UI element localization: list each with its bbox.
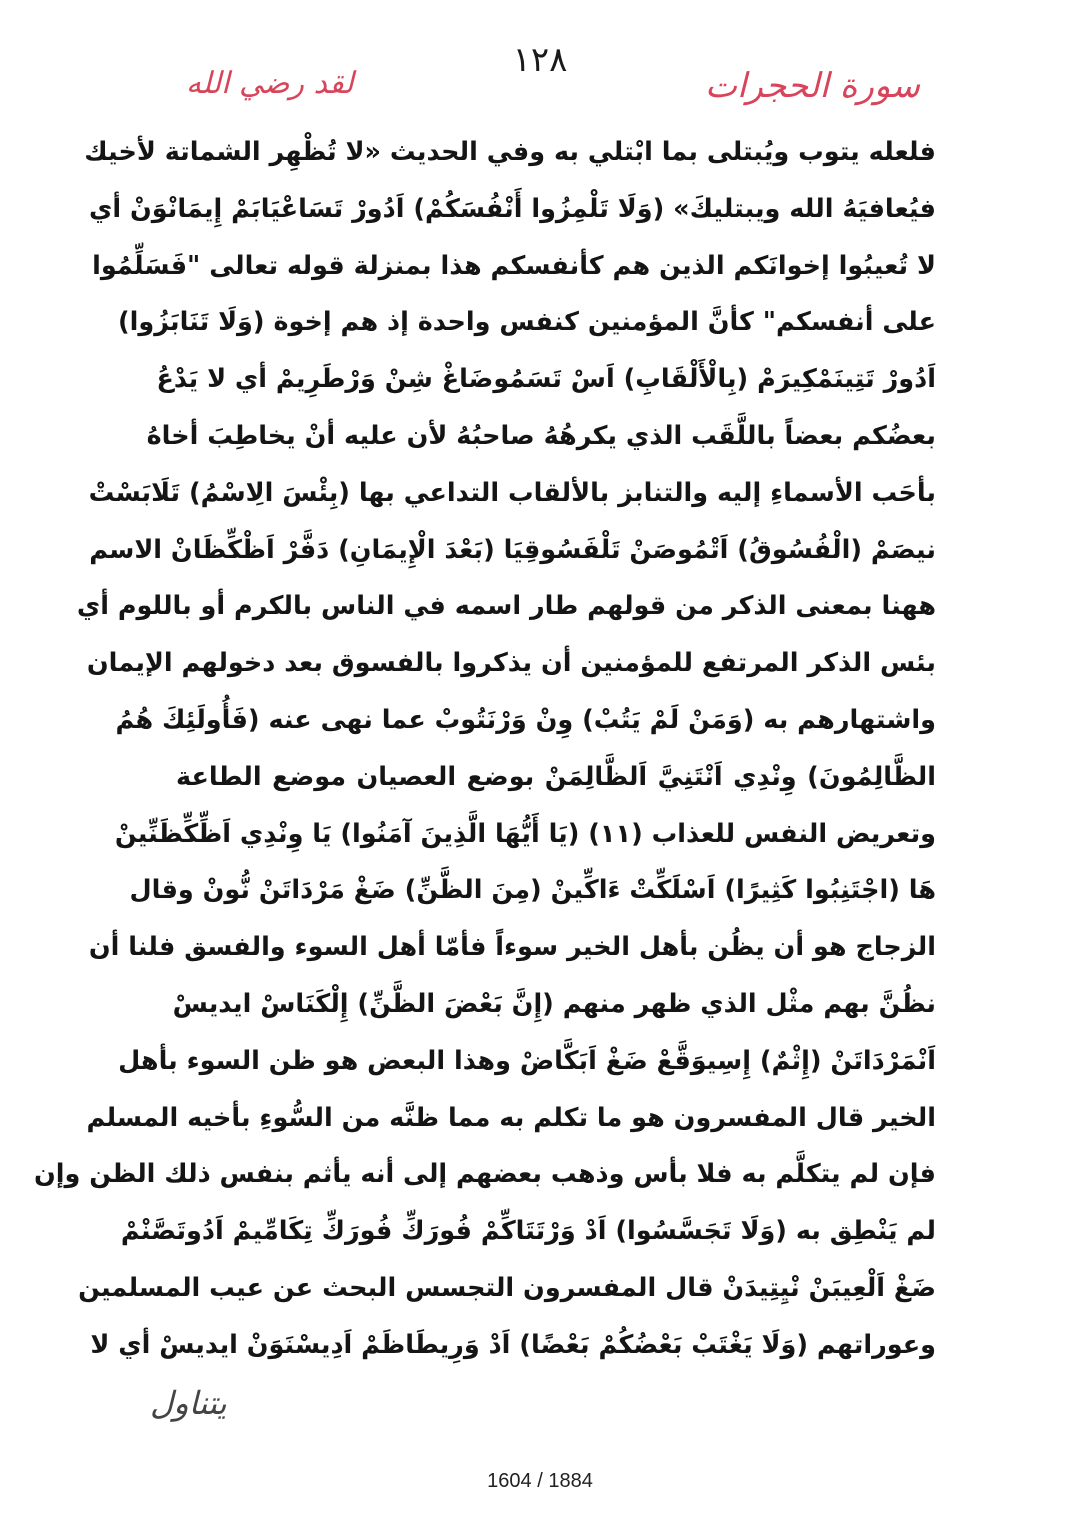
text-line: فيُعافيَهُ الله ويبتليكَ» (وَلَا تَلْمِزُوا أَنْفُسَكُمْ) اَدُورْ تَسَاعْيَابَمْ إِيمَانْوَنْ أي [89, 193, 936, 224]
text-line: لا تُعيبُوا إخوانَكم الذين هم كأنفسكم هذا بمنزلة قوله تعالى "فَسَلِّمُوا [92, 250, 936, 281]
text-line: واشتهارهم به (وَمَنْ لَمْ يَتُبْ) وِنْ وَرْنَتُوبْ عما نهى عنه (فَأُولَئِكَ هُمُ [115, 704, 936, 735]
text-line: بعضُكم بعضاً باللَّقَب الذي يكرهُهُ صاحبُهُ لأن عليه أنْ يخاطِبَ أخاهُ [146, 420, 936, 451]
page-number: ١٢٨ [512, 40, 568, 80]
text-line: الخير قال المفسرون هو ما تكلم به مما ظنَّه من السُّوءِ بأخيه المسلم [86, 1102, 936, 1133]
text-line: لم يَنْطِق به (وَلَا تَجَسَّسُوا) اَدْ وَرْتَتَاكِّمْ فُورَكِّ فُورَكِّ تِكَامِّيمْ اَدُوتَصَّنْمْ [120, 1216, 936, 1247]
text-line: الزجاج هو أن يظُن بأهل الخير سوءاً فأمّا أهل السوء والفسق فلنا أن [88, 932, 936, 963]
body-text [34, 124, 936, 1374]
text-line: اَنْمَرْدَاتَنْ (إِثْمٌ) إِسِيوَقَّعْ ضَغْ اَبَكَّاضْ وهذا البعض هو ظن السوء بأهل [118, 1045, 936, 1076]
text-line: وتعريض النفس للعذاب (١١) (يَا أَيُّهَا الَّذِينَ آمَنُوا) يَا وِنْدِي اَظِّكِّظَنِّينْ [114, 818, 936, 849]
page-counter: 1604 / 1884 [487, 1470, 593, 1492]
text-line: بئس الذكر المرتفع للمؤمنين أن يذكروا بالفسوق بعد دخولهم الإيمان [86, 648, 936, 679]
text-line: نيصَمْ (الْفُسُوقُ) اَتْمُوصَنْ تَلْفَسُوقِيَا (بَعْدَ الْإِيمَانِ) دَفَّرْ اَظْكِّظَانْ الاسم [89, 534, 936, 565]
handwritten-note: لقد رضي الله [186, 66, 354, 101]
text-line: ههنا بمعنى الذكر من قولهم طار اسمه في الناس بالكرم أو باللوم أي [76, 591, 936, 622]
text-line: الظَّالِمُونَ) وِنْدِي اَنْتَنِيَّ اَلظَّالِمَنْ بوضع العصيان موضع الطاعة [176, 761, 936, 792]
text-line: هَا (اجْتَنِبُوا كَثِيرًا) اَسْلَكِّتْ ءَاكِّينْ (مِنَ الظَّنِّ) ضَغْ مَرْدَاتَنْ نُّونْ وقال [129, 875, 936, 906]
text-line: فإن لم يتكلَّم به فلا بأس وذهب بعضهم إلى أنه يأثم بنفس ذلك الظن وإن [34, 1159, 936, 1190]
catchword: يتناول [150, 1384, 227, 1422]
text-line: فلعله يتوب ويُبتلى بما ابْتلي به وفي الحديث «لا تُظْهِر الشماتة لأخيك [84, 137, 936, 167]
text-line: بأحَب الأسماءِ إليه والتنابز بالألقاب التداعي بها (بِئْسَ الِاسْمُ) تَلَابَسْتْ [88, 477, 936, 508]
text-line: نظُنَّ بهم مثْل الذي ظهر منهم (إِنَّ بَعْضَ الظَّنِّ) إِلْكَنَاسْ ايديسْ [172, 988, 936, 1019]
text-line: اَدُورْ تَتِينَمْكِيرَمْ (بِالْأَلْقَابِ) اَسْ تَسَمُوضَاغْ شِنْ وَرْطَرِيمْ أي لا يَدْعُ [156, 364, 936, 395]
text-line: وعوراتهم (وَلَا يَغْتَبْ بَعْضُكُمْ بَعْضًا) اَدْ وَرِيطَاظَمْ اَدِيسْنَوَنْ ايديسْ أي لا [90, 1329, 936, 1360]
text-line: على أنفسكم" كأنَّ المؤمنين كنفس واحدة إذ هم إخوة (وَلَا تَنَابَزُوا) [117, 307, 936, 338]
text-line: ضَغْ اَلْعِيبَنْ نْيِتِيدَنْ قال المفسرون التجسس البحث عن عيب المسلمين [78, 1272, 936, 1303]
handwritten-surah-title: سورة الحجرات [704, 66, 920, 106]
